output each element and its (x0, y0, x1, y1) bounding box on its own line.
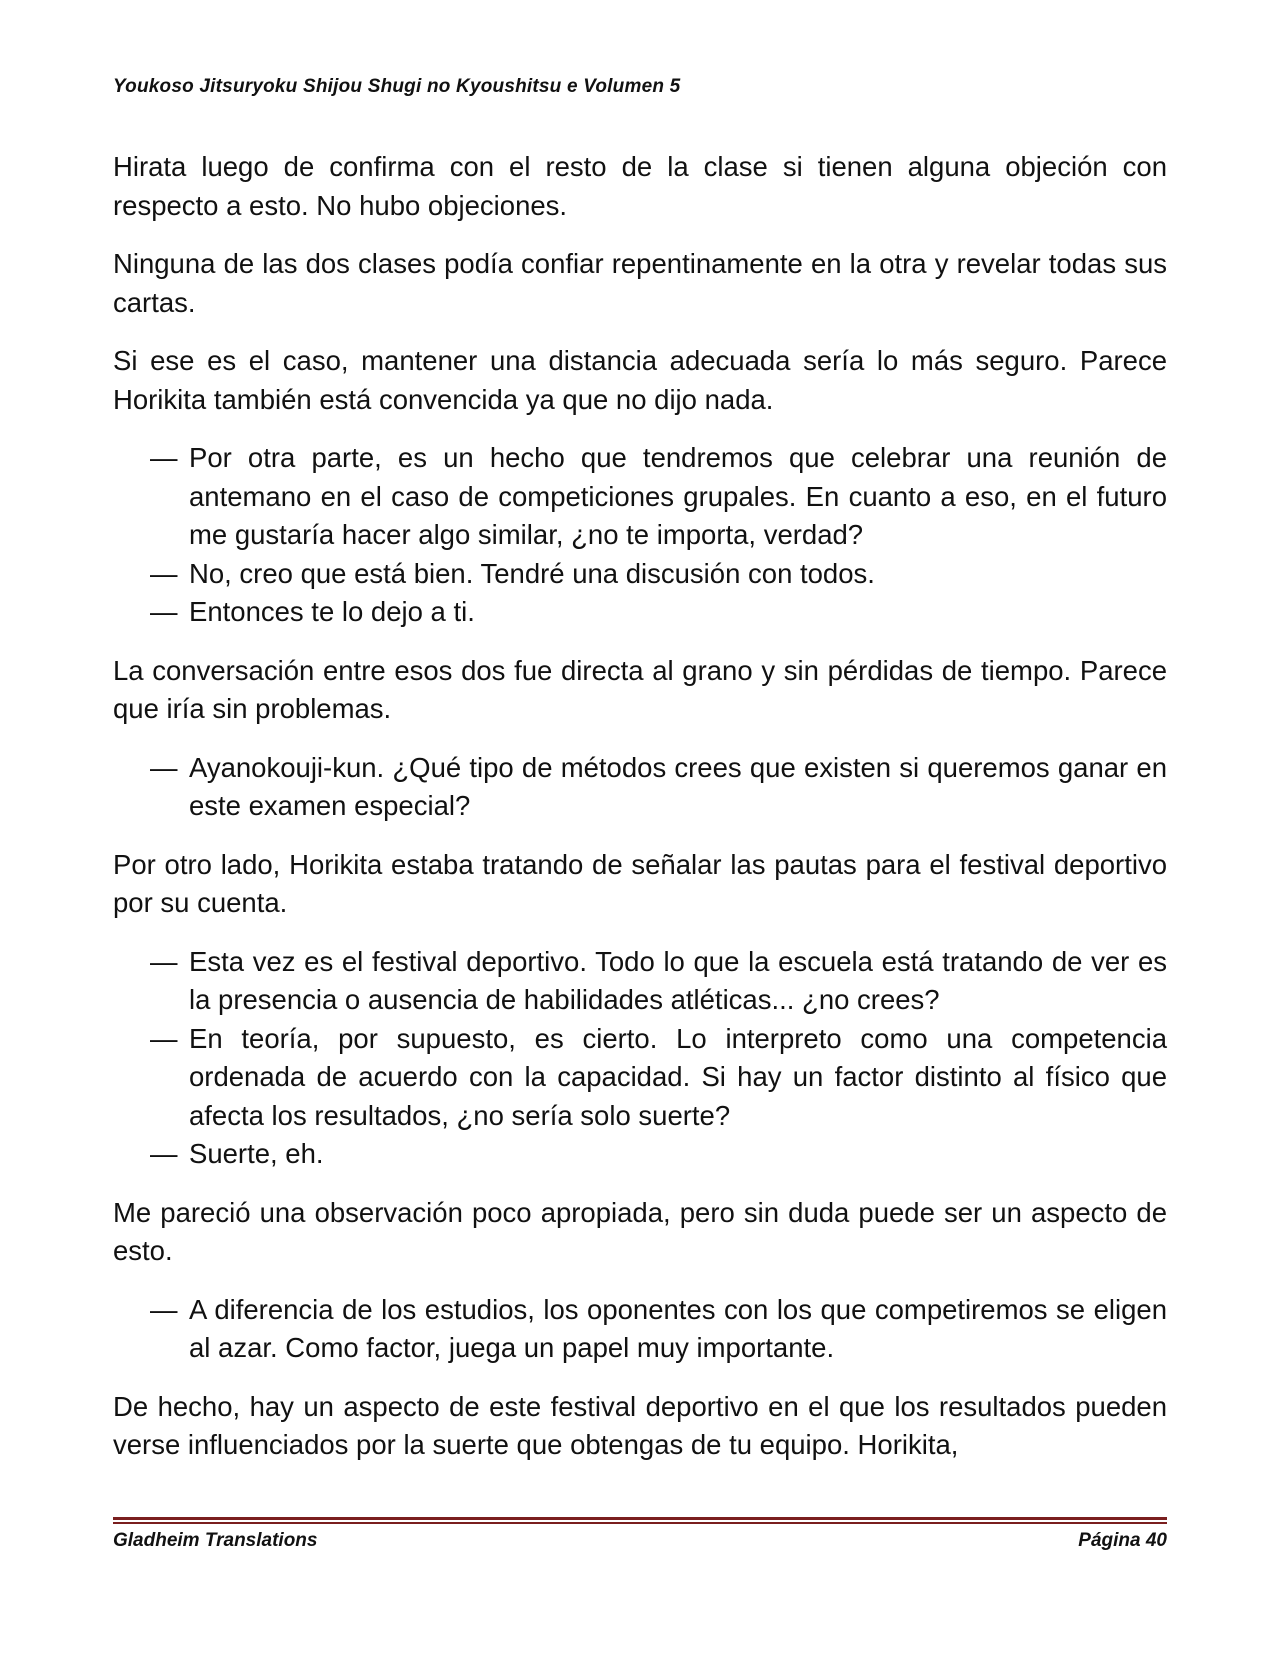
dialogue-dash: — (150, 1293, 178, 1325)
paragraph: De hecho, hay un aspecto de este festival deportivo en el que los resultados pueden verse influenciados por la suerte que obtengas de tu equipo. Horikita, (113, 1390, 1167, 1460)
dialogue-line (113, 1291, 1167, 1368)
dialogue-line (113, 749, 1167, 826)
dialogue-dash: — (150, 1022, 178, 1054)
dialogue-text: Suerte, eh. (189, 1138, 324, 1169)
dialogue-dash: — (150, 945, 178, 977)
dialogue-text: Esta vez es el festival deportivo. Todo lo que la escuela está tratando de ver es la presencia o ausencia de habilidades atléticas... ¿no crees? (189, 945, 1167, 1015)
paragraph: Por otro lado, Horikita estaba tratando de señalar las pautas para el festival deportivo por su cuenta. (113, 848, 1167, 918)
dialogue-line (113, 1135, 1167, 1174)
dialogue-block (113, 943, 1167, 1174)
paragraph: Si ese es el caso, mantener una distancia adecuada sería lo más seguro. Parece Horikita también está convencida ya que no dijo nada. (113, 345, 1167, 415)
dialogue-block (113, 749, 1167, 826)
translator-credit: Gladheim Translations (113, 1530, 318, 1551)
dialogue-dash: — (150, 557, 178, 589)
dialogue-text: Ayanokouji-kun. ¿Qué tipo de métodos crees que existen si queremos ganar en este examen especial? (189, 751, 1167, 821)
dialogue-block (113, 1291, 1167, 1368)
dialogue-dash: — (150, 442, 178, 473)
dialogue-dash: — (150, 1138, 178, 1169)
dialogue-text: Entonces te lo dejo a ti. (189, 596, 475, 627)
dialogue-text: En teoría, por supuesto, es cierto. Lo interpreto como una competencia ordenada de acuerdo con la capacidad. Si hay un factor distinto al físico que afecta los resultados, ¿no sería solo suerte? (189, 1022, 1167, 1131)
paragraph: Ninguna de las dos clases podía confiar repentinamente en la otra y revelar todas sus cartas. (113, 248, 1167, 318)
paragraph: Me pareció una observación poco apropiada, pero sin duda puede ser un aspecto de esto. (113, 1196, 1167, 1266)
dialogue-block (113, 439, 1167, 632)
dialogue-dash: — (150, 751, 178, 783)
dialogue-line (113, 439, 1167, 555)
running-header: Youkoso Jitsuryoku Shijou Shugi no Kyoushitsu e Volumen 5 (113, 76, 681, 97)
paragraph: Hirata luego de confirma con el resto de la clase si tienen alguna objeción con respecto a esto. No hubo objeciones. (113, 151, 1167, 221)
dialogue-text: A diferencia de los estudios, los oponentes con los que competiremos se eligen al azar. Como factor, juega un papel muy importante. (189, 1293, 1167, 1363)
dialogue-dash: — (150, 596, 178, 627)
dialogue-text: Por otra parte, es un hecho que tendremos que celebrar una reunión de antemano en el caso de competiciones grupales. En cuanto a eso, en el futuro me gustaría hacer algo similar, ¿no te importa, verdad? (189, 442, 1167, 550)
page-number: Página 40 (1078, 1530, 1167, 1551)
dialogue-line (113, 593, 1167, 632)
dialogue-line (113, 943, 1167, 1020)
dialogue-line (113, 555, 1167, 594)
document-page (113, 0, 1167, 1656)
dialogue-text: No, creo que está bien. Tendré una discusión con todos. (189, 557, 875, 589)
body-text (113, 148, 1167, 1485)
dialogue-line (113, 1020, 1167, 1136)
paragraph: La conversación entre esos dos fue directa al grano y sin pérdidas de tiempo. Parece que iría sin problemas. (113, 654, 1167, 724)
footer-divider (113, 1517, 1167, 1524)
